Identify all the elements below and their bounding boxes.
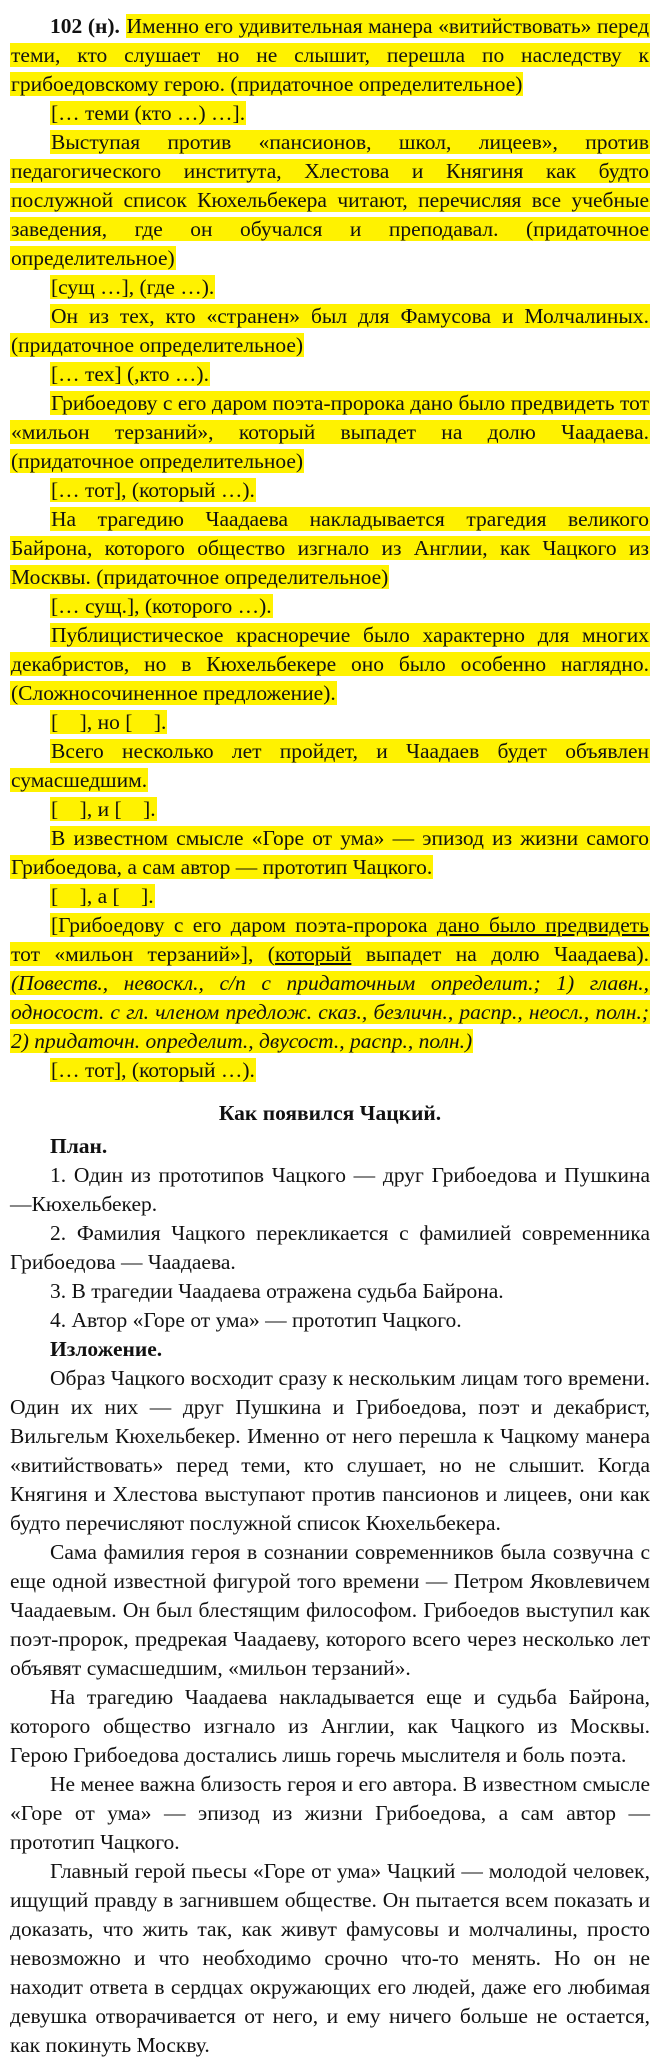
essay-paragraph: Образ Чацкого восходит сразу к нескольким лицам того времени. Один их них — друг Пушкина и Грибоедова, поэт и декабрист, Вильгельм Кюхельбекер. Именно от него перешла к Чацкому манера «витийствовать» перед теми, кто слушает, но не слышит. Когда Княгиня и Хлестова выступают против пансионов и лицеев, они как будто перечисляют послужной список Кюхельбекера. <box>10 1366 650 1535</box>
plan-item: 1. Один из прототипов Чацкого — друг Грибоедова и Пушкина —Кюхельбекер. <box>10 1163 650 1216</box>
essay-paragraph: Не менее важна близость героя и его автора. В известном смысле «Горе от ума» — эпизод из жизни Грибоедова, а сам автор — прототип Чацкого. <box>10 1772 650 1854</box>
exercise-sentence <box>10 12 650 99</box>
analysis-notes: (Повеств., невоскл., с/п с придаточным определит.; 1) главн., односост. с гл. членом предлож. сказ., безличн., распр., неосл., полн.; 2) придаточн. определит., двусост., распр., полн.) <box>11 971 649 1053</box>
sentence-scheme: [ ], и [ ]. <box>51 797 156 821</box>
predicate-underline: дано было предвидеть <box>436 913 649 937</box>
exercise-number: 102 (н). <box>50 14 120 38</box>
exercise-sentence: Всего несколько лет пройдет, и Чаадаев будет объявлен сумасшедшим. <box>11 739 649 792</box>
essay-paragraph: На трагедию Чаадаева накладывается еще и судьба Байрона, которого общество изгнало из Англии, как Чацкого из Москвы. Герою Грибоедова достались лишь горечь мыслителя и боль поэта. <box>10 1685 650 1767</box>
analysis-scheme: [… тот], (который …). <box>51 1058 255 1082</box>
sentence-scheme: [ ], а [ ]. <box>51 884 154 908</box>
plan-heading: План. <box>50 1134 108 1158</box>
sentence-scheme: [… сущ.], (которого …). <box>51 594 272 618</box>
essay-title: Как появился Чацкий. <box>218 1101 442 1125</box>
sentence-scheme: [… тот], (который …). <box>51 478 255 502</box>
exercise-sentence: На трагедию Чаадаева накладывается трагедия великого Байрона, которого общество изгнало из Англии, как Чацкого из Москвы. (придаточное определительное) <box>11 507 649 589</box>
sentence-scheme: [… тех] (,кто …). <box>51 362 209 386</box>
sentence-text: Именно его удивительная манера «витийствовать» перед теми, кто слушает но не слышит, перешла по наследству к грибоедовскому герою. (придаточное определительное) <box>11 14 650 96</box>
document-page <box>10 12 650 2060</box>
essay-paragraph: Главный герой пьесы «Горе от ума» Чацкий — молодой человек, ищущий правду в загнившем обществе. Он пытается всем показать и доказать, что жить так, как живут фамусовы и молчалины, просто невозможно и что необходимо срочно что-то менять. Но он не находит ответа в сердцах окружающих его людей, даже его любимая девушка отворачивается от него, и ему ничего больше не остается, как покинуть Москву. <box>10 1859 650 2057</box>
syntax-analysis: [Грибоедову с его даром поэта-пророка дано было предвидеть тот «мильон терзаний»], (который выпадет на долю Чаадаева). (Повеств., невоскл., с/п с придаточным определит.; 1) главн., односост. с гл. членом предлож. сказ., безличн., распр., неосл., полн.; 2) придаточн. определит., двусост., распр., полн.) <box>11 913 650 1053</box>
exposition-heading: Изложение. <box>50 1337 163 1361</box>
sentence-scheme: [сущ …], (где …). <box>51 275 215 299</box>
subject-underline: который <box>274 942 352 966</box>
essay-paragraph: Сама фамилия героя в сознании современников была созвучна с еще одной известной фигурой того времени — Петром Яковлевичем Чаадаевым. Он был блестящим философом. Грибоедов выступил как поэт-пророк, предрекая Чаадаеву, которого всего через несколько лет объявят сумасшедшим, «мильон терзаний». <box>10 1540 650 1680</box>
sentence-scheme: [… теми (кто …) …]. <box>51 101 246 125</box>
plan-item: 2. Фамилия Чацкого перекликается с фамилией современника Грибоедова — Чаадаева. <box>10 1221 650 1274</box>
exercise-sentence: Он из тех, кто «странен» был для Фамусова и Молчалиных. (придаточное определительное) <box>11 304 649 357</box>
exercise-sentence: Грибоедову с его даром поэта-пророка дано было предвидеть тот «мильон терзаний», который выпадет на долю Чаадаева. (придаточное определительное) <box>11 391 649 473</box>
exercise-sentence: Публицистическое красноречие было характерно для многих декабристов, но в Кюхельбекере оно было особенно наглядно. (Сложносочиненное предложение). <box>11 623 649 705</box>
plan-item: 3. В трагедии Чаадаева отражена судьба Байрона. <box>50 1279 504 1303</box>
exercise-sentence: Выступая против «пансионов, школ, лицеев», против педагогического института, Хлестова и Княгиня как будто послужной список Кюхельбекера читают, перечисляя все учебные заведения, где он обучался и преподавал. (придаточное определительное) <box>11 130 649 270</box>
sentence-scheme: [ ], но [ ]. <box>51 710 167 734</box>
exercise-sentence: В известном смысле «Горе от ума» — эпизод из жизни самого Грибоедова, а сам автор — прототип Чацкого. <box>11 826 649 879</box>
plan-item: 4. Автор «Горе от ума» — прототип Чацкого. <box>50 1308 462 1332</box>
